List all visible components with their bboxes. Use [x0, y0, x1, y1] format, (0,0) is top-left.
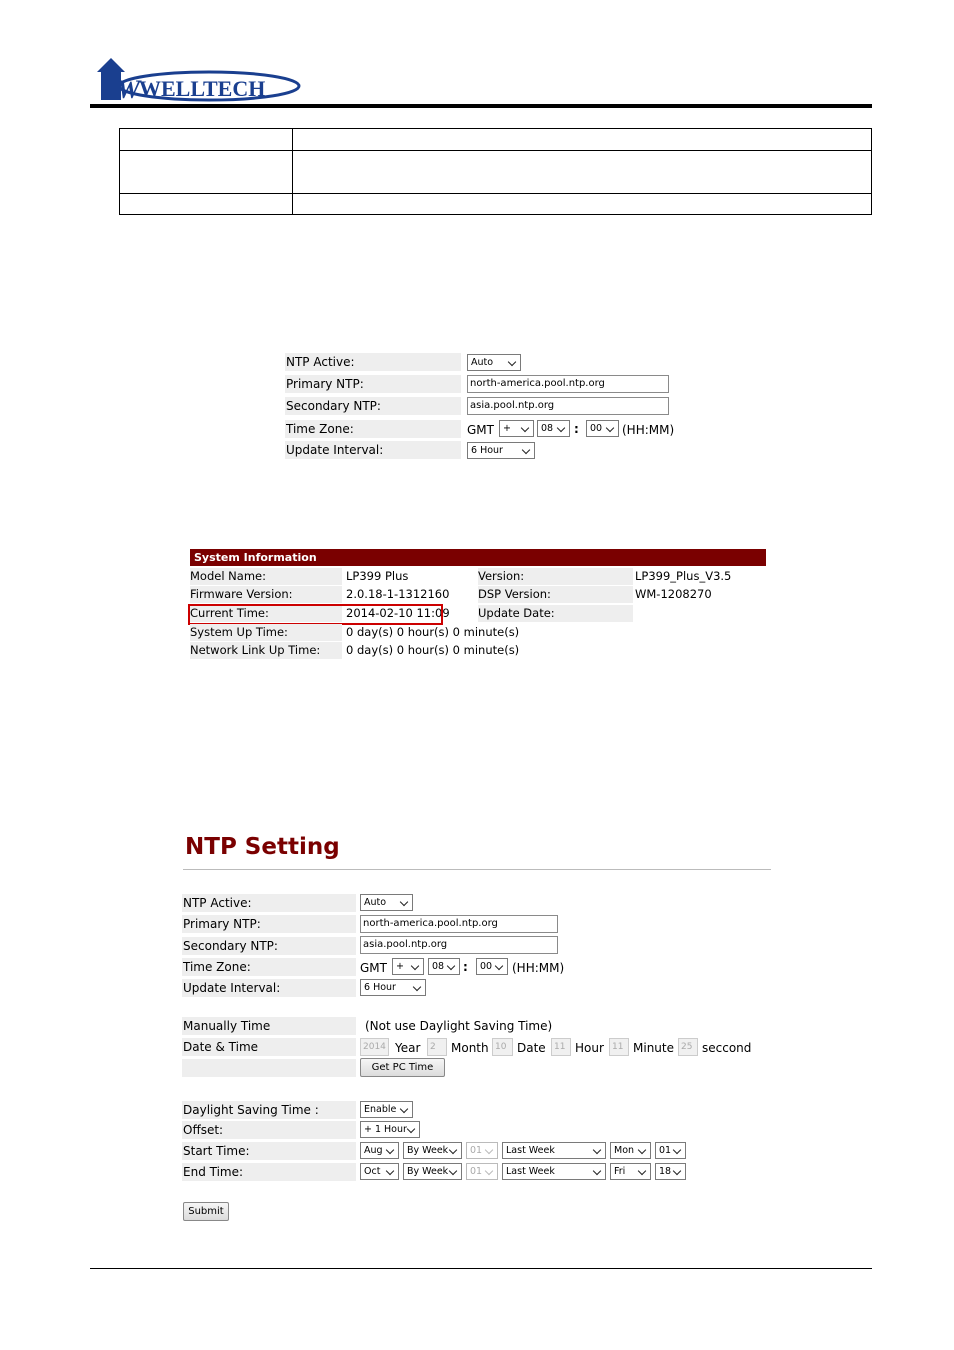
- update-interval-select[interactable]: 6 Hour: [467, 442, 535, 459]
- tz-hour-select[interactable]: 08: [428, 958, 460, 975]
- end-weekday-select[interactable]: Fri: [610, 1163, 651, 1180]
- network-link-up-time-label: Network Link Up Time:: [190, 642, 342, 659]
- logo-wordmark: WELLTECH: [139, 76, 266, 101]
- tz-sign-select[interactable]: +: [499, 420, 534, 437]
- footer-rule: [90, 1268, 872, 1269]
- secondary-ntp-input[interactable]: asia.pool.ntp.org: [360, 936, 558, 954]
- gmt-label: GMT: [360, 961, 387, 975]
- secondary-ntp-label: Secondary NTP:: [183, 939, 278, 953]
- end-month-select[interactable]: Oct: [360, 1163, 399, 1180]
- dsp-version-value: WM-1208270: [635, 587, 712, 601]
- firmware-version-value: 2.0.18-1-1312160: [346, 587, 450, 601]
- time-zone-label: Time Zone:: [183, 960, 251, 974]
- title-rule: [183, 869, 771, 870]
- year-label: Year: [395, 1041, 421, 1055]
- update-interval-select[interactable]: 6 Hour: [360, 979, 426, 996]
- tz-minute-select[interactable]: 00: [586, 420, 619, 437]
- start-week-select[interactable]: Last Week: [502, 1142, 606, 1159]
- end-day-select[interactable]: 01: [466, 1163, 498, 1180]
- hour-input[interactable]: 11: [551, 1038, 571, 1056]
- welltech-logo: [97, 56, 302, 104]
- primary-ntp-input[interactable]: north-america.pool.ntp.org: [360, 915, 558, 933]
- version-label: Version:: [478, 568, 633, 585]
- start-time-label: Start Time:: [183, 1144, 250, 1158]
- manual-time-note: (Not use Daylight Saving Time): [365, 1019, 553, 1033]
- ntp-active-select[interactable]: Auto: [467, 354, 521, 371]
- model-name-value: LP399 Plus: [346, 569, 409, 583]
- second-input[interactable]: 25: [678, 1038, 698, 1056]
- secondary-ntp-label: Secondary NTP:: [286, 399, 381, 413]
- time-zone-label: Time Zone:: [286, 422, 354, 436]
- system-up-time-label: System Up Time:: [190, 624, 342, 641]
- dst-label: Daylight Saving Time :: [183, 1103, 319, 1117]
- start-month-select[interactable]: Aug: [360, 1142, 399, 1159]
- date-input[interactable]: 10: [492, 1038, 513, 1056]
- ntp-active-select[interactable]: Auto: [360, 894, 413, 911]
- hhmm-hint: (HH:MM): [622, 423, 675, 437]
- ntp-active-label: NTP Active:: [286, 355, 355, 369]
- start-weekday-select[interactable]: Mon: [610, 1142, 651, 1159]
- date-time-label: Date & Time: [183, 1040, 259, 1054]
- ntp-setting-title: NTP Setting: [185, 834, 340, 860]
- end-mode-select[interactable]: By Week: [403, 1163, 462, 1180]
- tz-minute-select[interactable]: 00: [476, 958, 508, 975]
- month-label: Month: [451, 1041, 489, 1055]
- system-up-time-value: 0 day(s) 0 hour(s) 0 minute(s): [346, 625, 520, 639]
- get-pc-time-button[interactable]: Get PC Time: [360, 1058, 445, 1077]
- end-hour-select[interactable]: 18: [655, 1163, 686, 1180]
- primary-ntp-input[interactable]: north-america.pool.ntp.org: [467, 375, 669, 393]
- month-input[interactable]: 2: [427, 1038, 447, 1056]
- end-week-select[interactable]: Last Week: [502, 1163, 606, 1180]
- ntp-active-label: NTP Active:: [183, 896, 252, 910]
- update-interval-label: Update Interval:: [183, 981, 281, 995]
- secondary-ntp-input[interactable]: asia.pool.ntp.org: [467, 397, 669, 415]
- primary-ntp-label: Primary NTP:: [183, 917, 261, 931]
- system-info-title: System Information: [190, 549, 766, 566]
- header-rule: [90, 104, 872, 108]
- date-label: Date: [517, 1041, 546, 1055]
- primary-ntp-label: Primary NTP:: [286, 377, 364, 391]
- current-time-highlight: [188, 604, 443, 625]
- offset-label: Offset:: [183, 1123, 224, 1137]
- tz-colon: :: [463, 960, 468, 974]
- start-mode-select[interactable]: By Week: [403, 1142, 462, 1159]
- end-time-label: End Time:: [183, 1165, 244, 1179]
- second-label: seccond: [702, 1041, 752, 1055]
- update-interval-label: Update Interval:: [286, 443, 384, 457]
- tz-sign-select[interactable]: +: [392, 958, 424, 975]
- update-date-label: Update Date:: [478, 605, 633, 622]
- gmt-label: GMT: [467, 423, 494, 437]
- minute-label: Minute: [633, 1041, 674, 1055]
- start-day-select[interactable]: 01: [466, 1142, 498, 1159]
- hhmm-hint: (HH:MM): [512, 961, 565, 975]
- year-input[interactable]: 2014: [360, 1038, 389, 1056]
- offset-select[interactable]: + 1 Hour: [360, 1121, 420, 1138]
- dst-select[interactable]: Enable: [360, 1101, 413, 1118]
- firmware-version-label: Firmware Version:: [190, 586, 342, 603]
- tz-hour-select[interactable]: 08: [537, 420, 570, 437]
- network-link-up-time-value: 0 day(s) 0 hour(s) 0 minute(s): [346, 643, 520, 657]
- dsp-version-label: DSP Version:: [478, 586, 633, 603]
- version-value: LP399_Plus_V3.5: [635, 569, 732, 583]
- current-time-value: 2014-02-10 11:09: [346, 606, 450, 620]
- top-table: [119, 128, 872, 215]
- submit-button[interactable]: Submit: [183, 1202, 229, 1221]
- hour-label: Hour: [575, 1041, 604, 1055]
- tz-colon: :: [574, 422, 579, 436]
- minute-input[interactable]: 11: [609, 1038, 629, 1056]
- svg-text:W: W: [117, 75, 141, 104]
- current-time-label: Current Time:: [190, 605, 342, 622]
- manually-time-label: Manually Time: [183, 1019, 271, 1033]
- model-name-label: Model Name:: [190, 568, 342, 585]
- start-hour-select[interactable]: 01: [655, 1142, 686, 1159]
